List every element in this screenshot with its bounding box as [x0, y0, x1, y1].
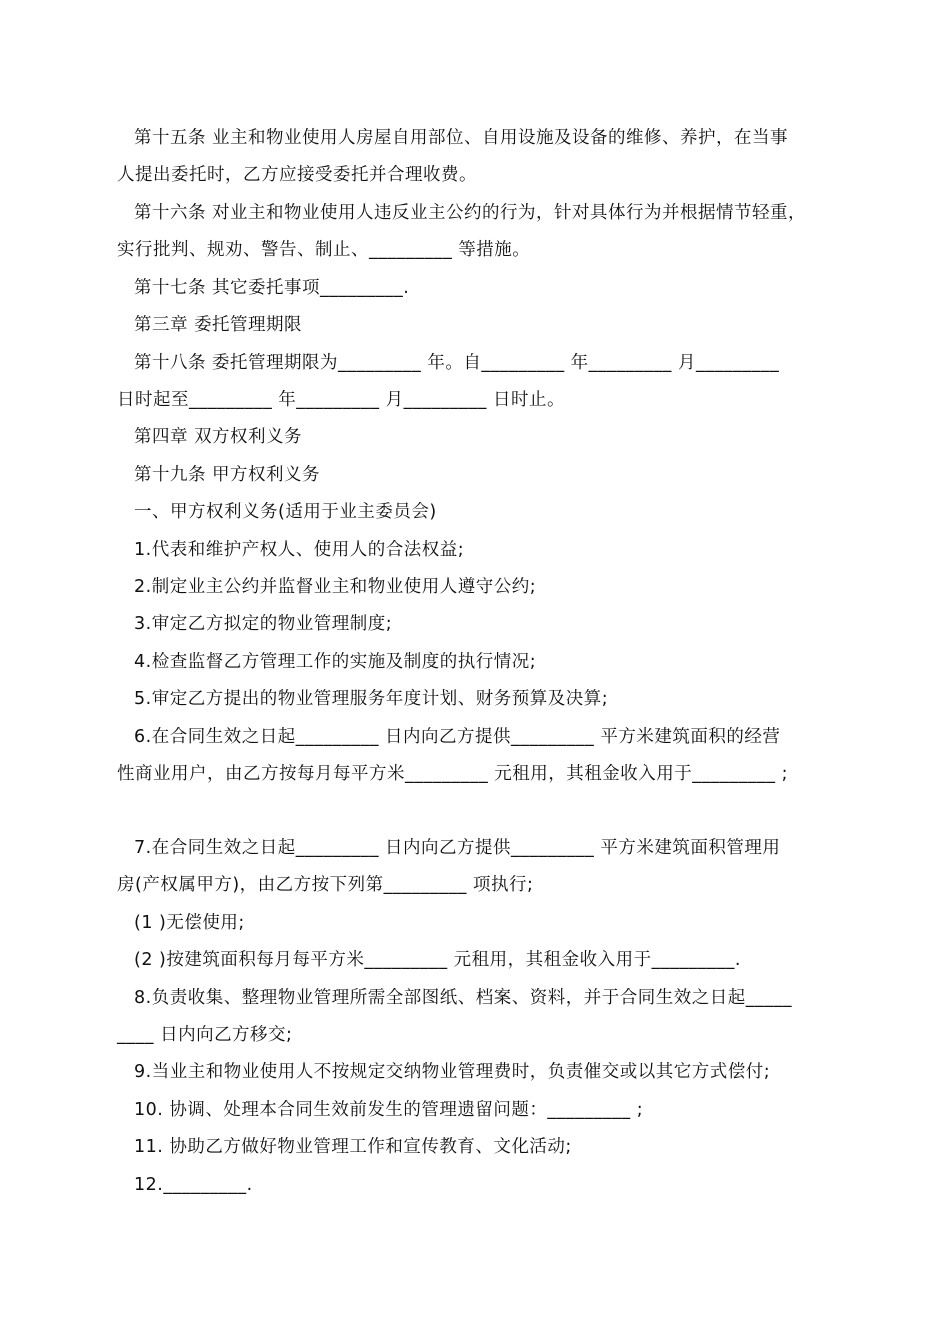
article-15-line-2: 人提出委托时，乙方应接受委托并合理收费。	[117, 165, 477, 185]
article-18-line-2: 日时起至_________ 年_________ 月_________ 日时止。	[117, 390, 565, 410]
list-item-9: 9.当业主和物业使用人不按规定交纳物业管理费时，负责催交或以其它方式偿付;	[134, 1062, 771, 1082]
list-item-7-line-2: 房(产权属甲方)，由乙方按下列第_________ 项执行;	[117, 875, 534, 895]
sub-item-1: (1 )无偿使用;	[134, 913, 245, 933]
list-item-4: 4.检查监督乙方管理工作的实施及制度的执行情况;	[134, 652, 537, 672]
list-item-7-line-1: 7.在合同生效之日起_________ 日内向乙方提供_________ 平方米建筑面积管理用	[134, 838, 781, 858]
chapter-3-heading: 第三章 委托管理期限	[134, 315, 303, 335]
list-item-1: 1.代表和维护产权人、使用人的合法权益;	[134, 540, 465, 560]
section-party-a-heading: 一、甲方权利义务(适用于业主委员会)	[134, 502, 437, 522]
list-item-10: 10. 协调、处理本合同生效前发生的管理遗留问题：_________ ;	[134, 1100, 644, 1120]
article-16-line-1: 第十六条 对业主和物业使用人违反业主公约的行为，针对具体行为并根据情节轻重，	[134, 203, 807, 223]
list-item-8-line-2: ____ 日内向乙方移交;	[117, 1025, 293, 1045]
list-item-6-line-1: 6.在合同生效之日起_________ 日内向乙方提供_________ 平方米建筑面积的经营	[134, 727, 781, 747]
article-18-line-1: 第十八条 委托管理期限为_________ 年。自_________ 年_________ 月_________	[134, 353, 780, 373]
article-16-line-2: 实行批判、规劝、警告、制止、_________ 等措施。	[117, 240, 531, 260]
list-item-5: 5.审定乙方提出的物业管理服务年度计划、财务预算及决算;	[134, 689, 609, 709]
chapter-4-heading: 第四章 双方权利义务	[134, 427, 303, 447]
list-item-3: 3.审定乙方拟定的物业管理制度;	[134, 614, 393, 634]
list-item-8-line-1: 8.负责收集、整理物业管理所需全部图纸、档案、资料，并于合同生效之日起_____	[134, 988, 792, 1008]
list-item-6-line-2: 性商业用户，由乙方按每月每平方米_________ 元租用，其租金收入用于_________ ;	[117, 764, 789, 784]
list-item-12: 12._________.	[134, 1175, 253, 1195]
sub-item-2: (2 )按建筑面积每月每平方米_________ 元租用，其租金收入用于_________.	[134, 950, 741, 970]
article-15-line-1: 第十五条 业主和物业使用人房屋自用部位、自用设施及设备的维修、养护，在当事	[134, 128, 789, 148]
article-17: 第十七条 其它委托事项_________.	[134, 278, 410, 298]
list-item-11: 11. 协助乙方做好物业管理工作和宣传教育、文化活动;	[134, 1137, 572, 1157]
article-19-heading: 第十九条 甲方权利义务	[134, 465, 321, 485]
list-item-2: 2.制定业主公约并监督业主和物业使用人遵守公约;	[134, 577, 537, 597]
